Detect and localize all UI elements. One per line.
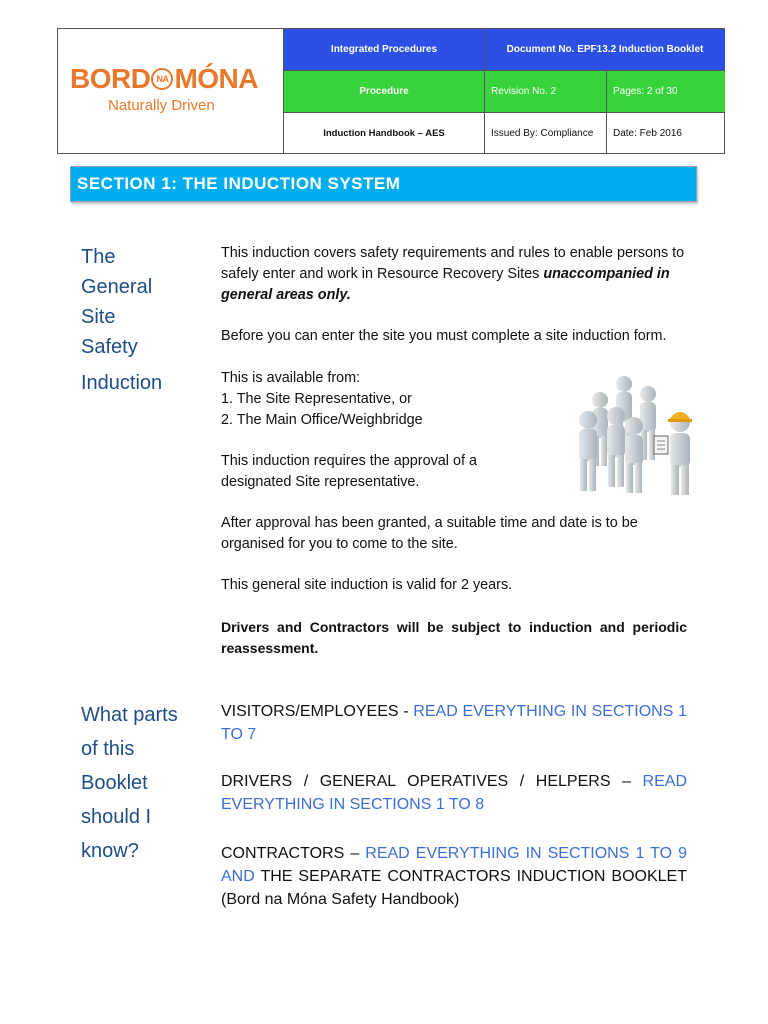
drivers-action: READ EVERYTHING IN SECTIONS 1 TO 8	[221, 773, 687, 813]
pages-label: Pages:	[613, 86, 645, 97]
logo-na-circle: NA	[151, 68, 173, 90]
side-heading-line: General	[81, 276, 153, 298]
contractors-action: READ EVERYTHING IN SECTIONS 1 TO 9 AND	[221, 845, 688, 885]
side-heading-booklet-parts	[81, 698, 178, 868]
availability-intro: This is available from:	[221, 370, 361, 386]
intro-text: This induction covers safety requirements and rules to enable persons to safely enter and work in Resource Recovery Sites	[221, 245, 685, 282]
side-heading-line: Site	[81, 306, 116, 328]
header-issued-by: Issued By: Compliance	[484, 113, 606, 153]
separator: –	[344, 845, 366, 862]
pages-current: 2	[646, 86, 653, 97]
scheduling-paragraph: After approval has been granted, a suitable time and date is to be organised for you to come to the site.	[221, 515, 638, 552]
contractors-reading-instruction	[221, 842, 687, 911]
pages-total: of 30	[655, 86, 678, 97]
induction-form-paragraph: Before you can enter the site you must complete a site induction form.	[221, 328, 667, 344]
visitors-action: READ EVERYTHING IN SECTIONS 1 TO 7	[221, 703, 687, 743]
side-heading-line: What parts	[81, 704, 178, 726]
visitors-label: VISITORS/EMPLOYEES	[221, 703, 399, 720]
availability-list	[221, 368, 561, 431]
validity-paragraph: This general site induction is valid for 2 years.	[221, 577, 513, 593]
drivers-label: DRIVERS / GENERAL OPERATIVES / HELPERS	[221, 773, 611, 790]
side-heading-line: know?	[81, 840, 139, 862]
side-heading-line: should I	[81, 806, 152, 828]
header-procedure: Procedure	[283, 71, 484, 113]
side-heading-line: Safety	[81, 336, 138, 358]
header-date: Date: Feb 2016	[606, 113, 725, 153]
company-logo	[58, 29, 284, 153]
reassessment-paragraph: Drivers and Contractors will be subject to induction and periodic reassessment.	[221, 619, 687, 656]
availability-item-2: 2. The Main Office/Weighbridge	[221, 412, 423, 428]
contractors-booklet-note: THE SEPARATE CONTRACTORS INDUCTION BOOKLET (Bord na Móna Safety Handbook)	[221, 868, 687, 908]
separator: -	[398, 703, 414, 720]
side-heading-line: Booklet	[81, 772, 148, 794]
header-pages	[606, 71, 725, 113]
visitors-reading-instruction	[221, 700, 687, 746]
header-document-number: Document No. EPF13.2 Induction Booklet	[484, 29, 725, 71]
side-heading-line: Induction	[81, 372, 163, 394]
logo-part2: MÓNA	[174, 63, 258, 94]
side-heading-general-site-safety	[81, 242, 162, 398]
intro-emphasis: unaccompanied in general areas only.	[221, 266, 670, 303]
logo-tagline: Naturally Driven	[108, 97, 215, 114]
drivers-reading-instruction	[221, 770, 687, 816]
document-header-table	[57, 28, 725, 154]
separator: –	[610, 773, 643, 790]
logo-wordmark	[70, 59, 270, 99]
logo-part1: BORD	[70, 63, 151, 94]
header-revision: Revision No. 2	[484, 71, 606, 113]
contractors-label: CONTRACTORS	[221, 845, 345, 862]
side-heading-line: of this	[81, 738, 135, 760]
header-integrated-procedures: Integrated Procedures	[283, 29, 484, 71]
approval-paragraph: This induction requires the approval of a designated Site representative.	[221, 453, 477, 490]
header-handbook-title: Induction Handbook – AES	[283, 113, 484, 153]
induction-intro-paragraph	[221, 243, 687, 306]
availability-item-1: 1. The Site Representative, or	[221, 391, 412, 407]
section-title-bar: SECTION 1: THE INDUCTION SYSTEM	[70, 166, 697, 202]
side-heading-line: The	[81, 246, 116, 268]
workers-illustration	[572, 370, 702, 498]
